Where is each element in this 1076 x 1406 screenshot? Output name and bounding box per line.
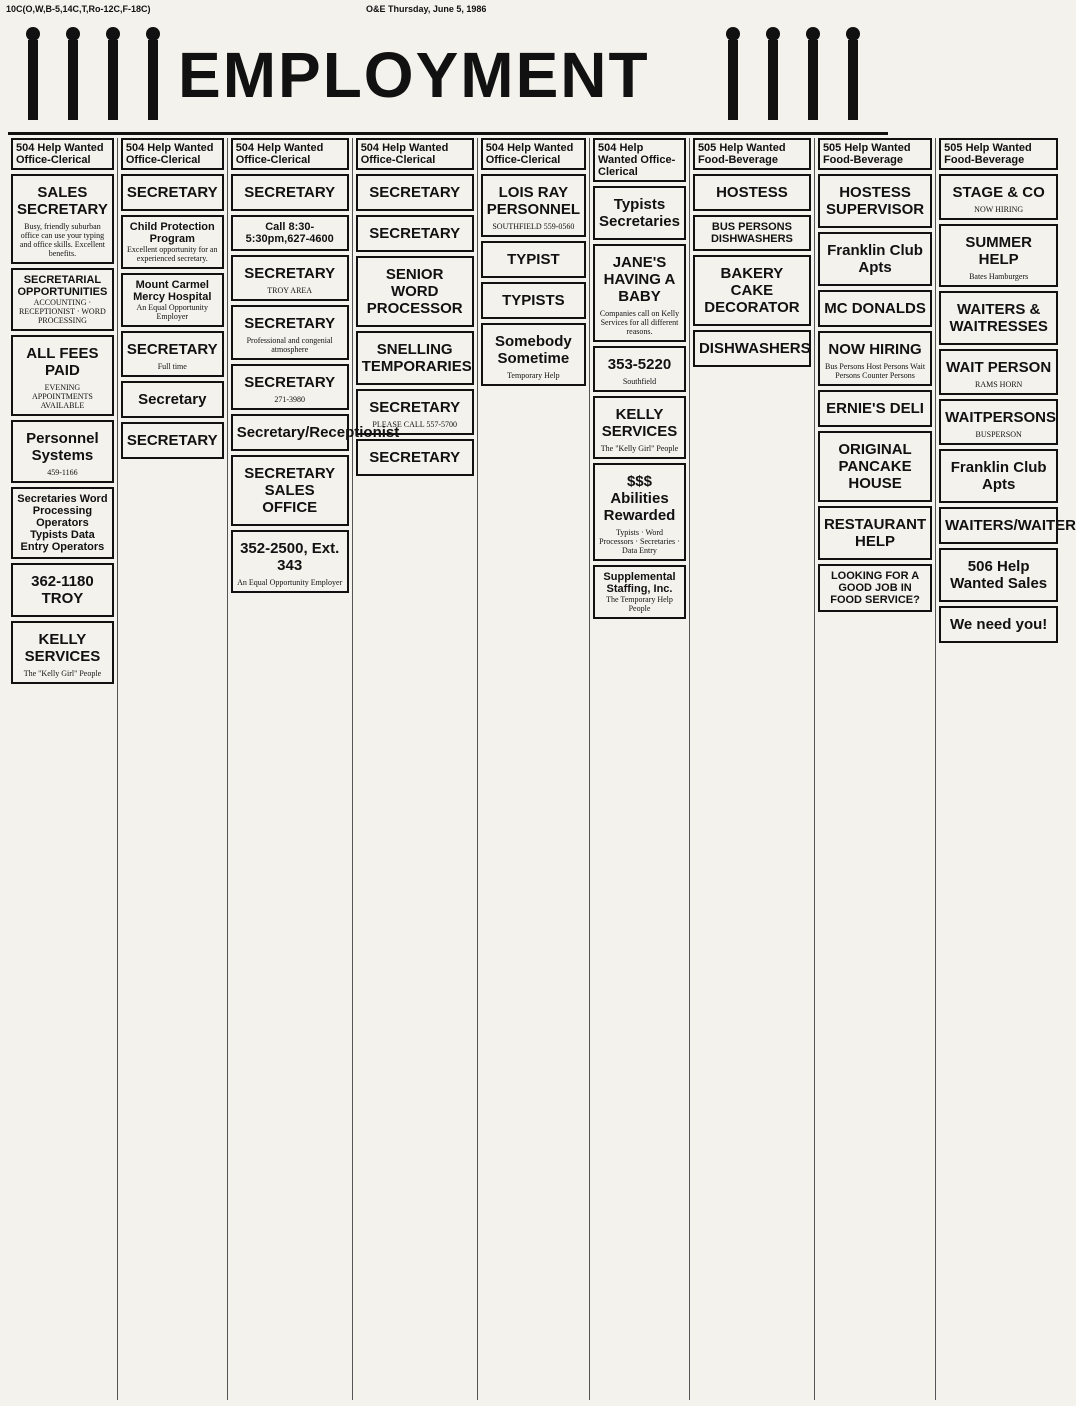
classified-ad — [121, 273, 224, 327]
classified-ad — [593, 186, 686, 240]
classified-ad — [818, 174, 932, 228]
ad-title: SECRETARY — [126, 341, 218, 358]
classified-ad — [593, 346, 686, 392]
ad-title: Personnel Systems — [26, 430, 99, 464]
classified-ad — [11, 621, 114, 684]
ad-title: SECRETARY — [244, 184, 336, 201]
ad-title: TYPISTS — [502, 292, 565, 309]
classified-ad — [11, 563, 114, 617]
ad-body: Excellent opportunity for an experienced secretary. — [127, 245, 218, 263]
ad-title: DISHWASHERS — [698, 340, 811, 357]
classified-ad — [231, 455, 349, 526]
ad-title: SNELLING TEMPORARIES — [361, 341, 472, 375]
classified-column — [936, 138, 1076, 1400]
ad-title: ERNIE'S DELI — [826, 400, 924, 417]
classified-ad — [693, 174, 811, 211]
ad-body: The Temporary Help People — [606, 595, 673, 613]
classified-ad — [481, 282, 586, 319]
ad-title: WAITPERSONS — [945, 409, 1057, 426]
ad-body: Southfield — [622, 377, 657, 386]
classified-ad — [121, 422, 224, 459]
ad-title: NOW HIRING — [828, 341, 922, 358]
ad-body: Professional and congenial atmosphere — [246, 336, 333, 354]
ad-title: 353-5220 — [607, 356, 672, 373]
classified-ad — [356, 174, 474, 211]
classified-column — [228, 138, 400, 1400]
masthead-rule — [8, 132, 888, 135]
ad-title: ORIGINAL PANCAKE HOUSE — [838, 441, 912, 492]
ad-title: LOIS RAY PERSONNEL — [486, 184, 581, 218]
classified-ad — [11, 174, 114, 264]
classified-ad — [356, 331, 474, 385]
classified-ad — [818, 331, 932, 386]
ad-title: SALES SECRETARY — [17, 184, 108, 218]
classified-ad — [593, 244, 686, 342]
ad-title: WAIT PERSON — [946, 359, 1052, 376]
classified-ad — [939, 449, 1058, 503]
ad-title: LOOKING FOR A GOOD JOB IN FOOD SERVICE? — [830, 570, 920, 606]
classified-ad — [693, 330, 811, 367]
classified-ad — [818, 390, 932, 427]
classified-ad — [593, 565, 686, 619]
ad-title: HOSTESS SUPERVISOR — [826, 184, 925, 218]
classified-ad — [356, 256, 474, 327]
ad-title: Child Protection Program — [129, 221, 215, 245]
classified-ad — [818, 506, 932, 560]
classified-ad — [231, 255, 349, 301]
classified-ad — [121, 331, 224, 377]
classified-ad — [593, 463, 686, 561]
ad-body: 271-3980 — [274, 395, 306, 404]
classified-column — [353, 138, 478, 1400]
ad-title: $$$ Abilities Rewarded — [603, 473, 676, 524]
classified-ad — [939, 548, 1058, 602]
ad-body: Busy, friendly suburban office can use your typing and office skills. Excellent benefits. — [19, 222, 105, 258]
ad-title: SECRETARY — [369, 399, 461, 416]
ad-body: RAMS HORN — [974, 380, 1023, 389]
column-header: 504 Help Wanted Office-Clerical — [231, 138, 349, 170]
classified-ad — [593, 396, 686, 459]
classified-ad — [818, 232, 932, 286]
classified-ad — [818, 564, 932, 612]
ad-title: SECRETARY — [126, 184, 218, 201]
classified-ad — [231, 215, 349, 251]
ad-title: KELLY SERVICES — [24, 631, 101, 665]
ad-body: PLEASE CALL 557-5700 — [372, 420, 457, 429]
ad-body: Bates Hamburgers — [969, 272, 1029, 281]
ad-title: SECRETARY — [244, 315, 336, 332]
ad-body: NOW HIRING — [974, 205, 1024, 214]
folio-line — [6, 4, 890, 18]
ad-body: SOUTHFIELD 559-0560 — [492, 222, 575, 231]
ad-title: Mount Carmel Mercy Hospital — [133, 279, 212, 303]
ad-title: STAGE & CO — [952, 184, 1045, 201]
ad-title: SECRETARY — [369, 449, 461, 466]
classified-ad — [818, 431, 932, 502]
ad-body: Bus Persons Host Persons Wait Persons Counter Persons — [824, 362, 926, 380]
classified-ad — [11, 487, 114, 559]
ad-body: Companies call on Kelly Services for all different reasons. — [599, 309, 680, 336]
classified-ad — [939, 507, 1076, 544]
classified-ad — [231, 364, 349, 410]
ad-title: SUMMER HELP — [965, 234, 1032, 268]
classified-ad — [939, 224, 1058, 287]
classified-ad — [231, 414, 400, 451]
classified-ad — [481, 241, 586, 278]
classified-ad — [231, 174, 349, 211]
ad-title: SENIOR WORD PROCESSOR — [366, 266, 463, 317]
ad-body: The "Kelly Girl" People — [23, 669, 102, 678]
ad-title: TYPIST — [507, 251, 560, 268]
ad-title: JANE'S HAVING A BABY — [603, 254, 676, 305]
ad-title: Secretaries Word Processing Operators Typists Data Entry Operators — [17, 493, 108, 553]
ad-title: Typists Secretaries — [599, 196, 680, 230]
classified-ad — [939, 606, 1058, 643]
ad-title: 362-1180 TROY — [31, 573, 94, 607]
classified-ad — [939, 291, 1058, 345]
classified-ad — [11, 420, 114, 483]
classified-ad — [939, 399, 1058, 445]
ad-title: BAKERY CAKE DECORATOR — [704, 265, 800, 316]
ad-title: 506 Help Wanted Sales — [950, 558, 1048, 592]
ad-title: RESTAURANT HELP — [823, 516, 927, 550]
ad-title: SECRETARIAL OPPORTUNITIES — [17, 274, 108, 298]
classified-column — [590, 138, 690, 1400]
ad-title: SECRETARY SALES OFFICE — [244, 465, 336, 516]
classified-ad — [356, 439, 474, 476]
classified-ad — [231, 530, 349, 593]
ad-title: BUS PERSONS DISHWASHERS — [710, 221, 793, 245]
classified-ad — [356, 389, 474, 435]
classified-ad — [121, 215, 224, 269]
column-header: 504 Help Wanted Office-Clerical — [11, 138, 114, 170]
ad-body: Full time — [157, 362, 187, 371]
classified-ad — [693, 255, 811, 326]
ad-title: SECRETARY — [126, 432, 218, 449]
classified-columns — [8, 138, 1076, 1400]
ad-body: The "Kelly Girl" People — [600, 444, 679, 453]
column-header: 504 Help Wanted Office-Clerical — [356, 138, 474, 170]
classified-ad — [481, 323, 586, 386]
classified-ad — [356, 215, 474, 252]
ad-body: Temporary Help — [507, 371, 560, 380]
ad-title: SECRETARY — [244, 265, 336, 282]
ad-body: An Equal Opportunity Employer — [237, 578, 343, 587]
ad-body: ACCOUNTING · RECEPTIONIST · WORD PROCESSING — [19, 298, 106, 325]
ad-title: MC DONALDS — [824, 300, 926, 317]
ad-title: Secretary — [138, 391, 207, 408]
ad-title: Secretary/Receptionist — [236, 424, 400, 441]
classified-column — [815, 138, 936, 1400]
classified-ad — [121, 174, 224, 211]
classified-ad — [481, 174, 586, 237]
classified-column — [118, 138, 228, 1400]
ad-title: WAITERS & WAITRESSES — [949, 301, 1048, 335]
ad-title: SECRETARY — [244, 374, 336, 391]
classified-ad — [693, 215, 811, 251]
classified-ad — [231, 305, 349, 360]
ad-body: 459-1166 — [47, 468, 78, 477]
classified-ad — [818, 290, 932, 327]
ad-title: Supplemental Staffing, Inc. — [603, 571, 676, 595]
ad-title: WAITERS/WAITER — [945, 517, 1076, 534]
ad-title: ALL FEES PAID — [26, 345, 99, 379]
ad-title: Franklin Club Apts — [950, 459, 1047, 493]
ad-body: TROY AREA — [267, 286, 313, 295]
classified-ad — [939, 349, 1058, 395]
masthead-title: EMPLOYMENT — [178, 39, 650, 111]
ad-title: Call 8:30-5:30pm,627-4600 — [245, 221, 334, 245]
classified-column — [690, 138, 815, 1400]
ad-title: KELLY SERVICES — [601, 406, 678, 440]
classified-ad — [939, 174, 1058, 220]
column-header: 505 Help Wanted Food-Beverage — [693, 138, 811, 170]
ad-title: 352-2500, Ext. 343 — [240, 540, 340, 574]
ad-title: SECRETARY — [369, 184, 461, 201]
ad-body: EVENING APPOINTMENTS AVAILABLE — [31, 383, 93, 410]
classified-ad — [121, 381, 224, 418]
classified-column — [478, 138, 590, 1400]
column-header: 505 Help Wanted Food-Beverage — [818, 138, 932, 170]
column-header: 504 Help Wanted Office-Clerical — [121, 138, 224, 170]
ad-title: We need you! — [950, 616, 1048, 633]
ad-title: HOSTESS — [716, 184, 788, 201]
ad-title: Franklin Club Apts — [827, 242, 923, 276]
folio-date: O&E Thursday, June 5, 1986 — [366, 4, 487, 14]
column-header: 504 Help Wanted Office-Clerical — [593, 138, 686, 182]
folio-edition: 10C(O,W,B-5,14C,T,Ro-12C,F-18C) — [6, 4, 151, 14]
ad-body: BUSPERSON — [975, 430, 1022, 439]
classified-column — [8, 138, 118, 1400]
column-header: 504 Help Wanted Office-Clerical — [481, 138, 586, 170]
ad-title: Somebody Sometime — [495, 333, 572, 367]
classified-ad — [11, 335, 114, 416]
ad-title: SECRETARY — [369, 225, 461, 242]
column-header: 505 Help Wanted Food-Beverage — [939, 138, 1058, 170]
ad-body: Typists · Word Processors · Secretaries · Data Entry — [599, 528, 680, 555]
section-masthead — [8, 20, 888, 130]
classified-ad — [11, 268, 114, 331]
ad-body: An Equal Opportunity Employer — [136, 303, 209, 321]
